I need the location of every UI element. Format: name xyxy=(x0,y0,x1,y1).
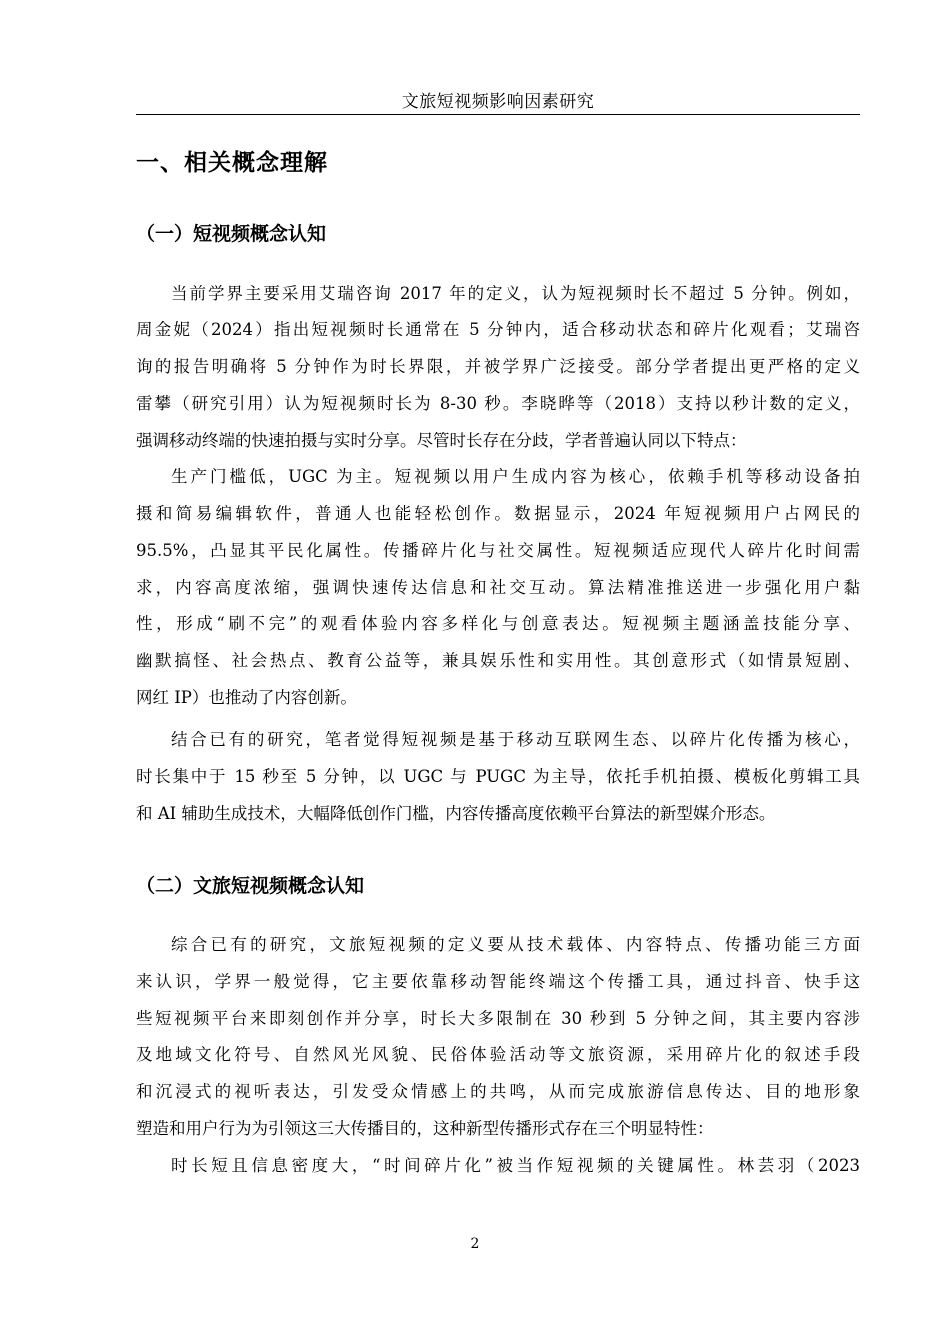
running-header: 文旅短视频影响因素研究 xyxy=(401,92,595,112)
text-line: 求，内容高度浓缩，强调快速传达信息和社交互动。算法精准推送进一步强化用户黏 xyxy=(136,578,860,597)
text-line: 些短视频平台来即刻创作并分享，时长大多限制在 30 秒到 5 分钟之间，其主要内容涉 xyxy=(136,1009,860,1028)
text-line: 强调移动终端的快速拍摄与实时分享。尽管时长存在分歧，学者普遍认同以下特点： xyxy=(136,431,747,450)
subsection-title-cultural-tourism-video: （二）文旅短视频概念认知 xyxy=(136,875,365,897)
text-line: 当前学界主要采用艾瑞咨询 2017 年的定义，认为短视频时长不超过 5 分钟。例如， xyxy=(171,284,860,303)
subsection-title-short-video: （一）短视频概念认知 xyxy=(136,223,327,245)
section-title: 一、相关概念理解 xyxy=(136,150,328,176)
text-line: 和沉浸式的视听表达，引发受众情感上的共鸣，从而完成旅游信息传达、目的地形象 xyxy=(136,1082,860,1101)
text-line: 周金妮（2024）指出短视频时长通常在 5 分钟内，适合移动状态和碎片化观看；艾瑞咨 xyxy=(136,320,860,339)
text-line: 询的报告明确将 5 分钟作为时长界限，并被学界广泛接受。部分学者提出更严格的定义 xyxy=(136,357,860,376)
text-line: 时长短且信息密度大，“时间碎片化”被当作短视频的关键属性。林芸羽（2023 xyxy=(171,1156,860,1175)
text-line: 结合已有的研究，笔者觉得短视频是基于移动互联网生态、以碎片化传播为核心， xyxy=(171,730,860,749)
text-line: 雷攀（研究引用）认为短视频时长为 8-30 秒。李晓晔等（2018）支持以秒计数的定义， xyxy=(136,394,860,413)
text-line: 生产门槛低，UGC 为主。短视频以用户生成内容为核心，依赖手机等移动设备拍 xyxy=(171,467,860,486)
text-line: 综合已有的研究，文旅短视频的定义要从技术载体、内容特点、传播功能三方面 xyxy=(171,935,860,954)
text-line: 95.5%，凸显其平民化属性。传播碎片化与社交属性。短视频适应现代人碎片化时间需 xyxy=(136,541,860,560)
header-rule xyxy=(136,114,860,115)
text-line: 和 AI 辅助生成技术，大幅降低创作门槛，内容传播高度依赖平台算法的新型媒介形态。 xyxy=(136,804,776,823)
page-number: 2 xyxy=(470,1236,480,1252)
text-line: 幽默搞怪、社会热点、教育公益等，兼具娱乐性和实用性。其创意形式（如情景短剧、 xyxy=(136,651,860,670)
text-line: 塑造和用户行为为引领这三大传播目的，这种新型传播形式存在三个明显特性： xyxy=(136,1119,714,1138)
text-line: 摄和简易编辑软件，普通人也能轻松创作。数据显示，2024 年短视频用户占网民的 xyxy=(136,504,860,523)
text-line: 来认识，学界一般觉得，它主要依靠移动智能终端这个传播工具，通过抖音、快手这 xyxy=(136,972,860,991)
text-line: 时长集中于 15 秒至 5 分钟，以 UGC 与 PUGC 为主导，依托手机拍摄、模板化剪辑工具 xyxy=(136,767,860,786)
text-line: 网红 IP）也推动了内容创新。 xyxy=(136,688,357,707)
text-line: 及地域文化符号、自然风光风貌、民俗体验活动等文旅资源，采用碎片化的叙述手段 xyxy=(136,1045,860,1064)
text-line: 性，形成“刷不完”的观看体验内容多样化与创意表达。短视频主题涵盖技能分享、 xyxy=(136,614,860,633)
